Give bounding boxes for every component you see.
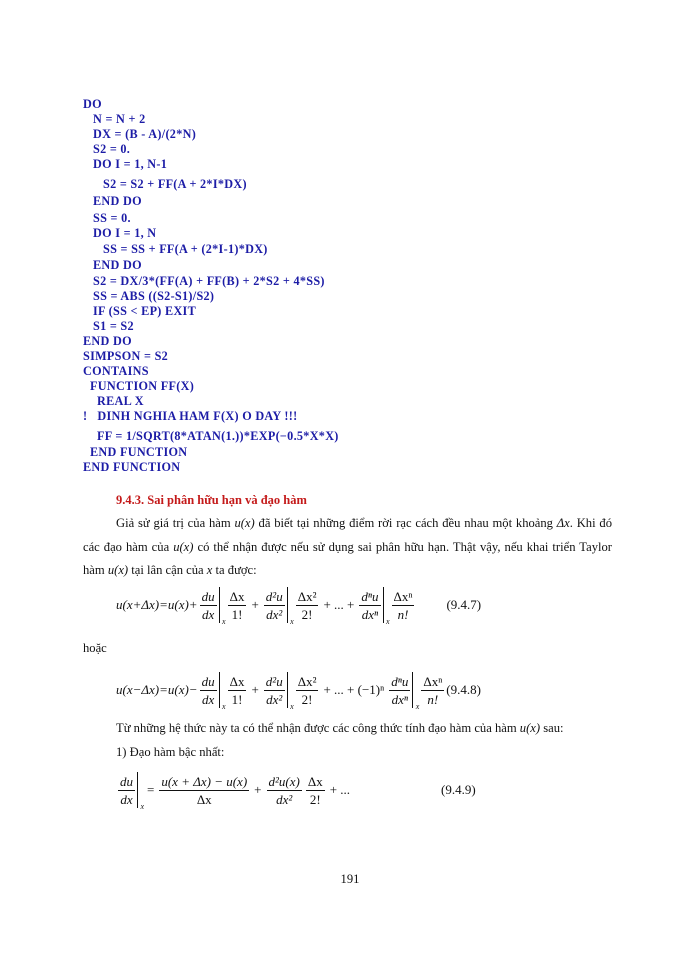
- op: +: [251, 597, 259, 612]
- den: dx: [201, 692, 215, 707]
- text: Giả sử giá trị của hàm: [116, 516, 235, 530]
- eval-sub: x: [290, 617, 294, 626]
- text-hoac: hoặc: [83, 641, 107, 655]
- code-line: FUNCTION FF(X): [90, 379, 195, 393]
- text: sau:: [540, 721, 564, 735]
- num: Δxⁿ: [393, 588, 413, 604]
- text: đã biết tại những điểm rời rạc cách đều nhau một khoảng: [254, 516, 557, 530]
- num: du: [120, 774, 133, 789]
- eval-sub: x: [222, 702, 226, 711]
- num: Δx²: [297, 588, 317, 604]
- den: dx²: [266, 692, 283, 707]
- math-x: x: [206, 563, 213, 577]
- op: + ... + (−1)ⁿ: [323, 682, 385, 697]
- code-line: END FUNCTION: [83, 460, 181, 474]
- code-line: END DO: [93, 194, 142, 208]
- code-line: SS = ABS ((S2-S1)/S2): [93, 289, 215, 303]
- num: d²u: [265, 674, 283, 689]
- text: . Khi đó các đạo hàm của: [83, 516, 612, 554]
- eval-sub: x: [140, 802, 144, 811]
- num: Δx: [229, 673, 245, 689]
- num: d²u(x): [268, 773, 300, 789]
- code-line: SS = SS + FF(A + (2*I-1)*DX): [103, 242, 268, 256]
- eval-sub: x: [415, 702, 420, 711]
- op: =: [147, 782, 155, 797]
- code-line: IF (SS < EP) EXIT: [93, 304, 197, 318]
- code-line: SIMPSON = S2: [83, 349, 169, 363]
- num: dⁿu: [391, 674, 409, 689]
- op: +: [251, 682, 259, 697]
- den: 1!: [231, 691, 243, 707]
- num: Δx: [307, 773, 323, 789]
- den: 2!: [309, 791, 321, 807]
- text: có thể nhận được nếu sử dụng sai phân hữu hạn. Thật vậy, nếu khai triển Taylor hàm: [83, 539, 612, 577]
- list-item-first-derivative: 1) Đạo hàm bậc nhất:: [116, 745, 225, 759]
- den: dx²: [266, 607, 283, 622]
- section-heading: 9.4.3. Sai phân hữu hạn và đạo hàm: [116, 493, 307, 507]
- code-line: DX = (B - A)/(2*N): [93, 127, 197, 141]
- code-line: DO I = 1, N: [93, 226, 157, 240]
- num: Δx²: [297, 673, 317, 689]
- den: dxⁿ: [361, 607, 379, 622]
- num: du: [201, 674, 215, 689]
- den: 2!: [301, 606, 313, 622]
- code-comment: ! DINH NGHIA HAM F(X) O DAY !!!: [83, 409, 298, 423]
- op: + ... +: [323, 597, 355, 612]
- code-line: REAL X: [97, 394, 144, 408]
- equation-9-4-9: [116, 772, 476, 811]
- code-line: DO: [83, 97, 102, 111]
- num: Δxⁿ: [423, 673, 443, 689]
- num: du: [201, 589, 215, 604]
- op: +: [254, 782, 262, 797]
- code-line: N = N + 2: [93, 112, 146, 126]
- code-line: FF = 1/SQRT(8*ATAN(1.))*EXP(−0.5*X*X): [97, 429, 339, 443]
- den: 2!: [301, 691, 313, 707]
- equation-label: (9.4.8): [446, 682, 481, 697]
- code-line: END FUNCTION: [90, 445, 188, 459]
- paragraph-intro: [83, 512, 612, 583]
- den: dx: [201, 607, 215, 622]
- eval-sub: x: [385, 617, 390, 626]
- math-u: u(x): [107, 563, 129, 577]
- den: 1!: [231, 606, 243, 622]
- code-line: DO I = 1, N-1: [93, 157, 168, 171]
- den: dx²: [276, 791, 293, 807]
- text: tại lân cận của: [128, 563, 207, 577]
- den: dxⁿ: [391, 692, 408, 707]
- num: dⁿu: [361, 589, 379, 604]
- math-u: u(x): [173, 539, 194, 554]
- code-line: CONTAINS: [83, 364, 149, 378]
- eval-sub: x: [290, 702, 294, 711]
- code-line: S1 = S2: [93, 319, 134, 333]
- num: d²u: [265, 589, 283, 604]
- page-number: 191: [340, 872, 360, 886]
- code-line: END DO: [83, 334, 132, 348]
- num: u(x + Δx) − u(x): [161, 773, 248, 789]
- code-line: SS = 0.: [93, 211, 131, 225]
- text: ta được:: [212, 563, 257, 577]
- code-line: S2 = DX/3*(FF(A) + FF(B) + 2*S2 + 4*SS): [93, 274, 325, 288]
- op: + ...: [329, 782, 351, 797]
- math-dx: Δx: [556, 516, 570, 530]
- den: n!: [397, 606, 409, 622]
- eval-sub: x: [222, 617, 226, 626]
- den: dx: [120, 792, 133, 807]
- math-u: u(x): [519, 721, 541, 735]
- eq-lhs: u(x+Δx)=u(x)+: [116, 597, 198, 612]
- code-line: END DO: [93, 258, 142, 272]
- den: Δx: [196, 791, 212, 807]
- eq-lhs: u(x−Δx)=u(x)−: [116, 682, 198, 697]
- code-line: S2 = S2 + FF(A + 2*I*DX): [103, 177, 247, 191]
- equation-label: (9.4.9): [441, 782, 476, 797]
- code-line: S2 = 0.: [93, 142, 131, 156]
- equation-9-4-8: [116, 672, 481, 711]
- math-u: u(x): [234, 516, 255, 530]
- paragraph-derivation: [83, 717, 612, 741]
- den: n!: [427, 691, 439, 707]
- num: Δx: [229, 588, 245, 604]
- equation-9-4-7: [116, 587, 482, 626]
- equation-label: (9.4.7): [446, 597, 482, 612]
- text: Từ những hệ thức này ta có thể nhận được các công thức tính đạo hàm của hàm: [116, 721, 520, 735]
